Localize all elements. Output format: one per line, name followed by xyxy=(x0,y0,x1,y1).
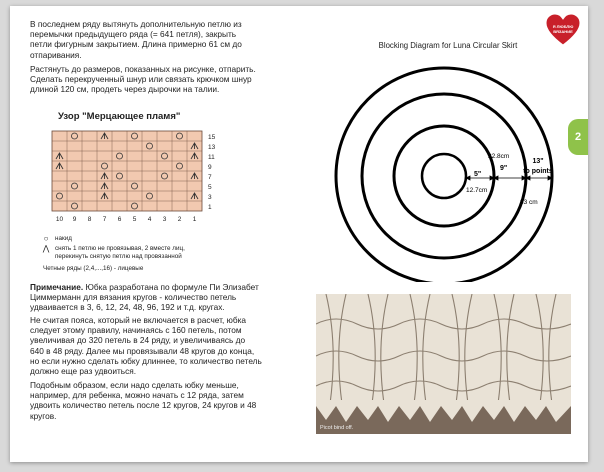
column-label: 5 xyxy=(132,216,137,223)
lace-photo xyxy=(316,294,571,434)
column-label: 8 xyxy=(87,216,92,223)
legend-yarn-over xyxy=(41,234,72,243)
intro-paragraph-2 xyxy=(30,64,256,95)
note-line xyxy=(30,282,259,292)
skirt-rings xyxy=(336,68,552,282)
legend-text: Четные ряды (2,4,...,16) - лицевые xyxy=(43,265,144,272)
decrease-legend-icon: ⋀ xyxy=(42,244,50,253)
page-number-tab[interactable] xyxy=(568,119,588,155)
dim-9in: 9" xyxy=(500,165,508,172)
column-label: 9 xyxy=(72,216,77,223)
note-line: кругов. xyxy=(30,410,57,421)
lace-photo-image xyxy=(316,294,571,434)
intro-line: отпаривания. xyxy=(30,49,82,60)
intro-line: В последнем ряду вытянуть дополнительную петлю из xyxy=(30,19,242,29)
intro-line: длиной 120 см, продеть через дырочки на талии. xyxy=(30,84,220,95)
legend-text: снять 1 петлю не провязывая, 2 вместе лиц, xyxy=(55,245,185,252)
intro-paragraph-1 xyxy=(30,19,242,60)
note-line: увеличивая до 320 петель в 24 ряду, и увеличиваясь до xyxy=(30,335,246,346)
dim-33cm: 33 cm xyxy=(520,199,538,206)
pattern-page xyxy=(10,6,588,462)
hem-ring xyxy=(362,94,526,258)
column-label: 7 xyxy=(102,216,107,223)
row-label: 13 xyxy=(208,144,216,151)
note-paragraph-3 xyxy=(30,380,256,421)
outer-ring xyxy=(336,68,552,282)
dim-13in: 13" xyxy=(532,158,544,165)
dimension-labels xyxy=(466,153,553,206)
column-label: 1 xyxy=(192,216,197,223)
note-line: должно еще раз удвоиться. xyxy=(30,366,137,377)
column-label: 4 xyxy=(147,216,152,223)
column-label: 2 xyxy=(177,216,182,223)
note-paragraph-2 xyxy=(30,315,262,376)
column-label: 3 xyxy=(162,216,167,223)
note-line: но если нужно сделать юбку длиннее, то количество петель xyxy=(30,355,262,366)
note-text: Юбка разработана по формуле Пи Элизабет xyxy=(83,282,259,292)
legend-even-rows xyxy=(43,265,143,272)
diagram-title: Blocking Diagram for Luna Circular Skirt xyxy=(378,41,518,50)
note-line: Циммерманн для вязания кругов - количество петель xyxy=(30,292,237,303)
note-line: Не считая пояса, который не включается в расчет, юбка xyxy=(30,315,247,325)
intro-line: Растянуть до размеров, показанных на рисунке, отпарить. xyxy=(30,64,256,74)
dim-12cm: 12.7cm xyxy=(466,187,488,194)
waist-ring xyxy=(422,154,466,198)
dim-5in: 5" xyxy=(474,171,482,178)
column-label: 6 xyxy=(117,216,122,223)
note-line: удваивается в 3, 6, 12, 24, 48, 96, 192 и т.д. кругах. xyxy=(30,302,225,313)
column-labels xyxy=(56,216,197,223)
row-label: 5 xyxy=(208,184,212,191)
column-label: 10 xyxy=(55,216,64,223)
dim-22cm: 22.8cm xyxy=(488,153,510,160)
note-line: например, для ребенка, можно начать с 12 ряда, затем xyxy=(30,390,244,401)
row-label: 3 xyxy=(208,194,212,201)
legend-text: накид xyxy=(55,235,72,242)
pattern-title: Узор "Мерцающее пламя" xyxy=(58,111,181,122)
note-line: Подобным образом, если надо сделать юбку меньше, xyxy=(30,380,239,390)
photo-caption: Picot bind off. xyxy=(320,425,354,431)
page-number: 2 xyxy=(574,131,582,143)
knitting-chart xyxy=(41,127,226,225)
yarn-over-legend-icon: ○ xyxy=(43,234,49,243)
intro-line: Сделать перекрученный шнур или связать крючком шнур xyxy=(30,74,252,85)
row-label: 1 xyxy=(208,204,212,211)
legend-text: перекинуть снятую петлю над провязанной xyxy=(55,253,182,260)
row-label: 7 xyxy=(208,174,212,181)
note-line: удвоить количество петель после 12 кругов, 24 кругов и 48 xyxy=(30,400,257,411)
legend-decrease xyxy=(41,244,185,253)
intro-line: перемычки предыдущего ряда (= 641 петля), закрыть xyxy=(30,29,237,40)
row-label: 15 xyxy=(208,134,216,141)
note-label: Примечание. xyxy=(30,282,84,292)
row-label: 9 xyxy=(208,164,212,171)
blocking-diagram xyxy=(306,32,568,282)
note-line: следует этому правилу, начинаясь с 160 петель, потом xyxy=(30,325,242,336)
row-labels xyxy=(208,134,216,211)
note-line: 640 в 48 ряду. Далее мы провязывали 48 кругов до конца, xyxy=(30,345,255,356)
intro-line: петли фигурным закрытием. Длина примерно 61 см до xyxy=(30,39,242,50)
row-label: 11 xyxy=(208,154,215,161)
badge-label: Я ЛЮБЛЮ ВЯЗАНИЕ xyxy=(552,24,574,34)
note-paragraph-1 xyxy=(30,282,259,313)
dim-to-points: to points xyxy=(523,168,553,175)
legend-decrease-cont xyxy=(55,253,182,260)
